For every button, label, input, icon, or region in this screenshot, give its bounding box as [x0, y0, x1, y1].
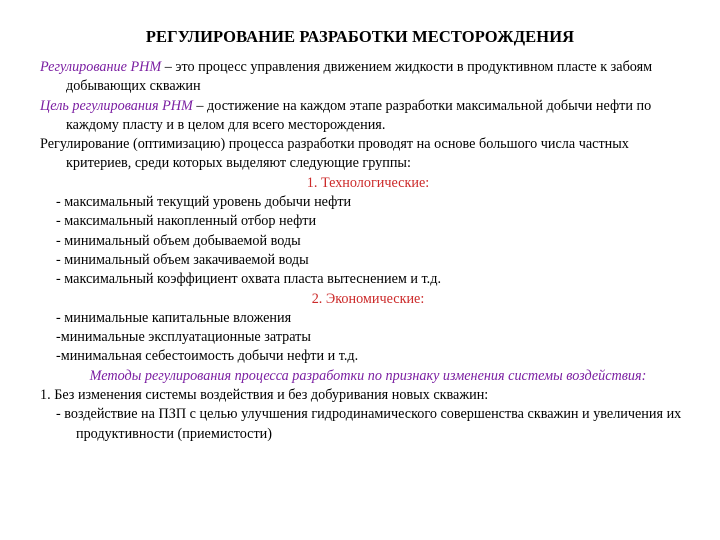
methods-heading: Методы регулирования процесса разработки по признаку изменения системы воздействия: — [89, 367, 647, 384]
list-item: -минимальная себестоимость добычи нефти и т.д. — [56, 348, 359, 365]
definition-text: – достижение на каждом этапе разработки максимальной добычи нефти по каждому пласту и в целом для всего месторождения. — [66, 97, 652, 133]
slide-title: РЕГУЛИРОВАНИЕ РАЗРАБОТКИ МЕСТОРОЖДЕНИЯ — [145, 27, 575, 46]
intro-paragraph: Регулирование (оптимизацию) процесса разработки проводят на основе большого числа частных критериев, среди которых выделяют следующие группы: — [40, 136, 629, 172]
term-regulation: Регулирование РНМ — [40, 59, 162, 75]
list-item: - воздействие на ПЗП с целью улучшения гидродинамического совершенства скважин и увеличения их продуктивности (приемистости) — [56, 406, 682, 442]
method-1-title: 1. Без изменения системы воздействия и без добуривания новых скважин: — [40, 387, 489, 404]
list-item: - максимальный коэффициент охвата пласта вытеснением и т.д. — [56, 271, 441, 288]
list-item: -минимальные эксплуатационные затраты — [56, 329, 311, 346]
list-item: - минимальные капитальные вложения — [56, 309, 292, 326]
definition-text: – это процесс управления движением жидкости в продуктивном пласте к забоям добывающих скважин — [66, 59, 653, 95]
term-goal: Цель регулирования РНМ — [40, 97, 193, 114]
list-item: - максимальный накопленный отбор нефти — [56, 213, 317, 230]
group-heading-economic: 2. Экономические: — [311, 290, 425, 307]
slide-body — [40, 58, 696, 444]
list-item: - минимальный объем закачиваемой воды — [56, 251, 309, 268]
list-item: - максимальный текущий уровень добычи нефти — [56, 194, 352, 211]
list-item: - минимальный объем добываемой воды — [56, 232, 301, 249]
group-heading-technological: 1. Технологические: — [306, 174, 430, 191]
definition-rnm — [40, 58, 696, 97]
definition-goal — [40, 97, 696, 136]
